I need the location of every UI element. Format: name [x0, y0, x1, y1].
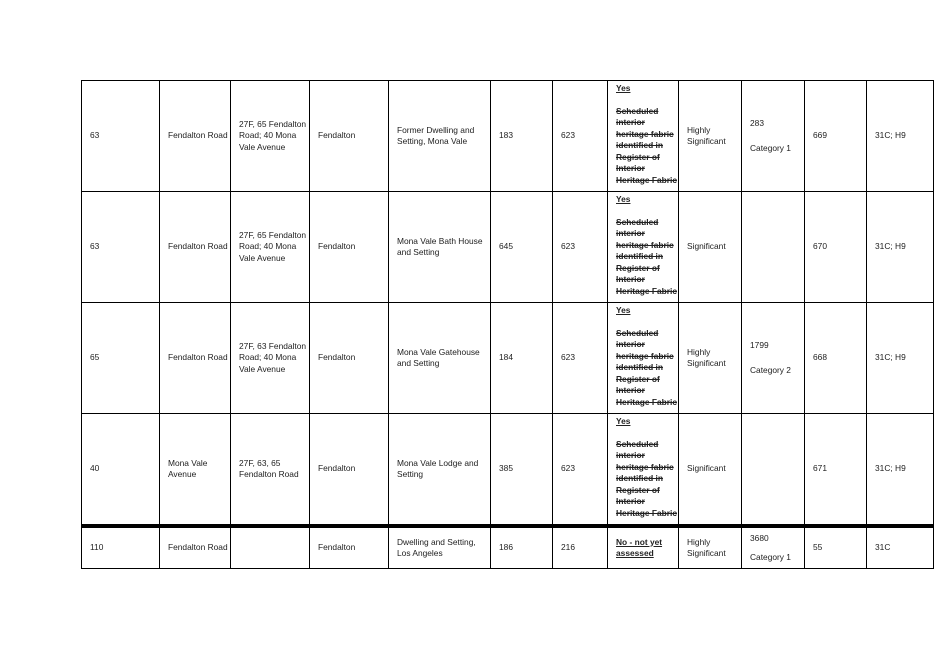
suburb: Fendalton — [310, 81, 389, 192]
hnz-number: 283 — [750, 118, 764, 128]
ref-number: 183 — [491, 81, 553, 192]
table-row — [82, 414, 934, 527]
hnz-cell — [742, 303, 805, 414]
ref-number: 385 — [491, 414, 553, 527]
ref-number: 186 — [491, 526, 553, 569]
significance: Highly Significant — [679, 303, 742, 414]
significance: Significant — [679, 192, 742, 303]
setting-number: 623 — [553, 192, 608, 303]
hnz-cell — [742, 81, 805, 192]
street-name: Fendalton Road — [160, 81, 231, 192]
street-name: Fendalton Road — [160, 192, 231, 303]
ref-number: 184 — [491, 303, 553, 414]
table-row — [82, 526, 934, 569]
item-description: Dwelling and Setting, Los Angeles — [389, 526, 491, 569]
ref-number: 645 — [491, 192, 553, 303]
heritage-number: 670 — [805, 192, 867, 303]
other-address: 27F, 63, 65 Fendalton Road — [231, 414, 310, 527]
interior-deleted-text: Scheduled interior heritage fabric identified in Register of Interior Heritage Fabric — [616, 327, 677, 407]
other-address: 27F, 65 Fendalton Road; 40 Mona Vale Avenue — [231, 81, 310, 192]
significance: Significant — [679, 414, 742, 527]
suburb: Fendalton — [310, 303, 389, 414]
interior-cell — [608, 192, 679, 303]
item-description: Mona Vale Lodge and Setting — [389, 414, 491, 527]
other-address: 27F, 63 Fendalton Road; 40 Mona Vale Avenue — [231, 303, 310, 414]
table-row — [82, 192, 934, 303]
suburb: Fendalton — [310, 192, 389, 303]
street-name: Mona Vale Avenue — [160, 414, 231, 527]
planning-map: 31C; H9 — [867, 303, 934, 414]
other-address: 27F, 65 Fendalton Road; 40 Mona Vale Avenue — [231, 192, 310, 303]
hnz-category: Category 1 — [750, 142, 791, 153]
table-row — [82, 81, 934, 192]
item-id: 63 — [82, 81, 160, 192]
item-description: Mona Vale Bath House and Setting — [389, 192, 491, 303]
planning-map: 31C; H9 — [867, 81, 934, 192]
interior-cell — [608, 303, 679, 414]
heritage-number: 55 — [805, 526, 867, 569]
hnz-category: Category 1 — [750, 552, 791, 562]
heritage-schedule-table — [81, 80, 934, 569]
street-name: Fendalton Road — [160, 526, 231, 569]
interior-deleted-text: Scheduled interior heritage fabric identified in Register of Interior Heritage Fabric — [616, 105, 677, 185]
setting-number: 216 — [553, 526, 608, 569]
interior-yes: Yes — [616, 416, 631, 426]
street-name: Fendalton Road — [160, 303, 231, 414]
planning-map: 31C — [867, 526, 934, 569]
hnz-cell — [742, 414, 805, 527]
item-id: 110 — [82, 526, 160, 569]
item-description: Former Dwelling and Setting, Mona Vale — [389, 81, 491, 192]
interior-deleted-text: Scheduled interior heritage fabric identified in Register of Interior Heritage Fabric — [616, 216, 677, 296]
setting-number: 623 — [553, 303, 608, 414]
heritage-number: 669 — [805, 81, 867, 192]
hnz-cell — [742, 526, 805, 569]
item-id: 63 — [82, 192, 160, 303]
hnz-number: 1799 — [750, 340, 769, 350]
planning-map: 31C; H9 — [867, 414, 934, 527]
interior-yes: Yes — [616, 83, 631, 93]
interior-cell — [608, 81, 679, 192]
suburb: Fendalton — [310, 526, 389, 569]
hnz-number: 3680 — [750, 532, 769, 543]
heritage-number: 671 — [805, 414, 867, 527]
planning-map: 31C; H9 — [867, 192, 934, 303]
other-address — [231, 526, 310, 569]
hnz-cell — [742, 192, 805, 303]
suburb: Fendalton — [310, 414, 389, 527]
table-row — [82, 303, 934, 414]
significance: Highly Significant — [679, 526, 742, 569]
heritage-number: 668 — [805, 303, 867, 414]
hnz-category: Category 2 — [750, 364, 791, 375]
interior-cell — [608, 526, 679, 569]
item-description: Mona Vale Gatehouse and Setting — [389, 303, 491, 414]
interior-no: No - not yet assessed — [616, 536, 663, 558]
interior-cell — [608, 414, 679, 527]
significance: Highly Significant — [679, 81, 742, 192]
item-id: 65 — [82, 303, 160, 414]
interior-yes: Yes — [616, 305, 631, 315]
setting-number: 623 — [553, 414, 608, 527]
interior-yes: Yes — [616, 194, 631, 204]
item-id: 40 — [82, 414, 160, 527]
setting-number: 623 — [553, 81, 608, 192]
interior-deleted-text: Scheduled interior heritage fabric identified in Register of Interior Heritage Fabric — [616, 438, 677, 518]
